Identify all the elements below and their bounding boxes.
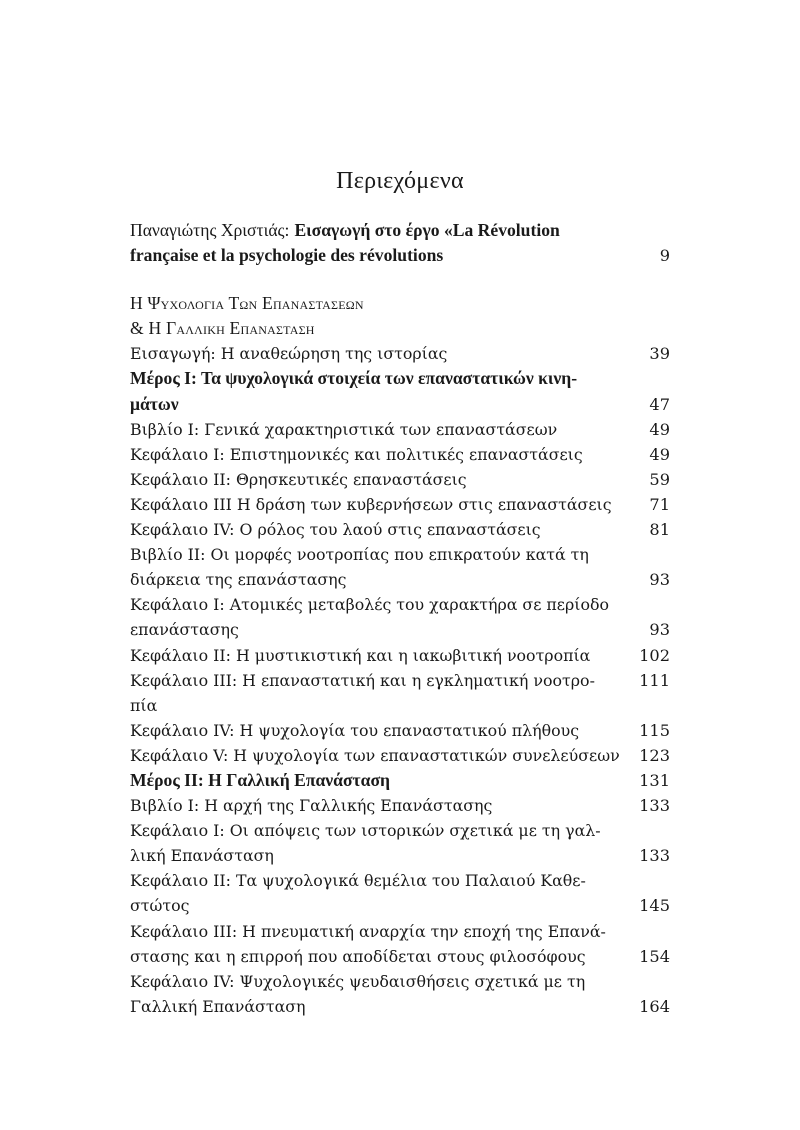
section-heading-line: Η Ψυχολογια Των Επαναστασεων	[130, 293, 364, 314]
entry-title-line: Κεφάλαιο ΙΙΙ: Η επαναστατική και η εγκληματική νοοτρο-	[130, 670, 595, 690]
entry-title-line: Κεφάλαιο V: Η ψυχολογία των επαναστατικών συνελεύσεων	[130, 745, 620, 765]
page-number: 81	[649, 520, 670, 540]
toc-entry[interactable]	[130, 793, 670, 818]
entry-title-line: Βιβλίο Ι: Η αρχή της Γαλλικής Επανάστασης	[130, 796, 493, 816]
entry-title-line: Κεφάλαιο Ι: Οι απόψεις των ιστορικών σχετικά με τη γαλ-	[130, 821, 601, 841]
table-of-contents	[130, 218, 670, 1019]
entry-title-line: Εισαγωγή στο έργο «La Révolution	[294, 220, 560, 240]
entry-title-line: Κεφάλαιο IV: Ψυχολογικές ψευδαισθήσεις σχετικά με τη	[130, 971, 586, 991]
page-number: 49	[649, 444, 670, 464]
entry-title-line: Μέρος Ι: Τα ψυχολογικά στοιχεία των επαναστατικών κινη-	[130, 368, 578, 389]
page-number: 9	[659, 246, 670, 266]
page-number: 123	[639, 745, 670, 765]
entry-title-line: διάρκεια της επανάστασης	[130, 570, 347, 590]
entry-title-line: Κεφάλαιο IV: Η ψυχολογία του επαναστατικού πλήθους	[130, 720, 580, 740]
entry-title-line: στώτος	[130, 896, 190, 916]
entry-title-line: Κεφάλαιο ΙΙΙ: Η πνευματική αναρχία την εποχή της Επανά-	[130, 921, 606, 941]
toc-entry[interactable]	[130, 868, 670, 918]
toc-entry[interactable]	[130, 768, 670, 793]
entry-title-line: επανάστασης	[130, 620, 239, 640]
toc-title: Περιεχόμενα	[336, 168, 464, 194]
toc-entry[interactable]	[130, 467, 670, 492]
page-number: 133	[639, 796, 670, 816]
entry-title-line: française et la psychologie des révolutions	[130, 245, 444, 266]
entry-title-line: Κεφάλαιο ΙΙ: Τα ψυχολογικά θεμέλια του Παλαιού Καθε-	[130, 871, 586, 891]
toc-entry[interactable]	[130, 969, 670, 1019]
page-number: 131	[639, 770, 670, 790]
toc-entry[interactable]	[130, 417, 670, 442]
page-number: 145	[639, 896, 670, 916]
entry-title-line: Εισαγωγή: Η αναθεώρηση της ιστορίας	[130, 344, 448, 364]
page-number: 133	[639, 846, 670, 866]
page-number: 93	[649, 620, 670, 640]
page-number: 102	[639, 645, 670, 665]
section-heading	[130, 291, 670, 341]
entry-title-line: Βιβλίο ΙΙ: Οι μορφές νοοτροπίας που επικρατούν κατά τη	[130, 545, 589, 565]
entry-title-line: Κεφάλαιο Ι: Επιστημονικές και πολιτικές επαναστάσεις	[130, 444, 583, 464]
entry-title-line: πία	[130, 695, 158, 715]
entry-title-line: Μέρος ΙΙ: Η Γαλλική Επανάσταση	[130, 769, 391, 790]
toc-entry[interactable]	[130, 643, 670, 668]
entry-title-line: λική Επανάσταση	[130, 846, 274, 866]
toc-entry[interactable]	[130, 542, 670, 592]
toc-entry[interactable]	[130, 366, 670, 416]
toc-entry[interactable]	[130, 668, 670, 718]
page-number: 93	[649, 570, 670, 590]
toc-entry[interactable]	[130, 341, 670, 366]
toc-entry[interactable]	[130, 919, 670, 969]
entry-title-line: στασης και η επιρροή που αποδίδεται στους φιλοσόφους	[130, 946, 586, 966]
page-number: 111	[639, 670, 670, 690]
toc-entry[interactable]	[130, 818, 670, 868]
section-heading-line: & Η Γαλλικη Επανασταση	[130, 318, 315, 339]
page-number: 71	[649, 494, 670, 514]
entry-author: Παναγιώτης Χριστιάς:	[130, 220, 290, 240]
entry-title-line: Κεφάλαιο IV: Ο ρόλος του λαού στις επαναστάσεις	[130, 520, 541, 540]
entry-title-line: Κεφάλαιο ΙΙ: Η μυστικιστική και η ιακωβιτική νοοτροπία	[130, 645, 591, 665]
entry-title-line: Βιβλίο Ι: Γενικά χαρακτηριστικά των επαναστάσεων	[130, 419, 558, 439]
toc-entry[interactable]	[130, 718, 670, 743]
page-number: 154	[639, 946, 670, 966]
entry-title-line: μάτων	[130, 393, 179, 414]
page-number: 39	[649, 344, 670, 364]
page-number: 47	[649, 394, 670, 414]
page-number: 59	[649, 469, 670, 489]
toc-entry[interactable]	[130, 743, 670, 768]
toc-entries	[130, 341, 670, 1019]
entry-title-line: Κεφάλαιο Ι: Ατομικές μεταβολές του χαρακτήρα σε περίοδο	[130, 595, 609, 615]
toc-entry[interactable]	[130, 592, 670, 642]
page-number: 164	[639, 996, 670, 1016]
page-number: 49	[649, 419, 670, 439]
toc-entry-introduction[interactable]	[130, 218, 670, 268]
toc-entry[interactable]	[130, 442, 670, 467]
entry-title-line: Γαλλική Επανάσταση	[130, 996, 306, 1016]
entry-title-line: Κεφάλαιο ΙΙ: Θρησκευτικές επαναστάσεις	[130, 469, 467, 489]
page-number: 115	[639, 720, 670, 740]
toc-entry[interactable]	[130, 517, 670, 542]
toc-entry[interactable]	[130, 492, 670, 517]
entry-title-line: Κεφάλαιο ΙΙΙ Η δράση των κυβερνήσεων στις επαναστάσεις	[130, 494, 612, 514]
